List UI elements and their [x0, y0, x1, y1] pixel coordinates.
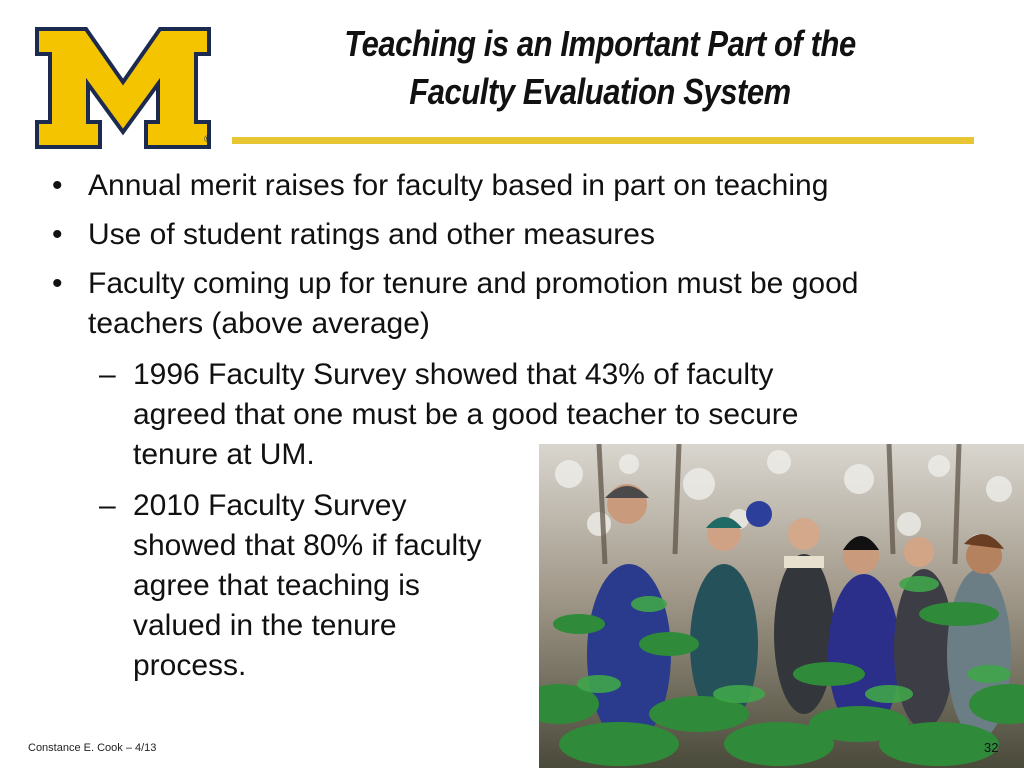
field-class-photo — [539, 444, 1024, 768]
sub-bullet-text: process. — [133, 649, 247, 682]
bullet-text-continued: teachers (above average) — [88, 307, 430, 340]
bullet-mark: • — [52, 169, 63, 202]
bullet-item — [52, 166, 829, 206]
bullet-text: Faculty coming up for tenure and promotion must be good — [88, 267, 859, 300]
title-line-1: Teaching is an Important Part of the — [344, 23, 856, 64]
sub-bullet-text: 1996 Faculty Survey showed that 43% of faculty — [133, 358, 774, 391]
bullet-text: Annual merit raises for faculty based in part on teaching — [88, 169, 829, 202]
sub-bullet-text: valued in the tenure — [133, 609, 397, 642]
dash-mark: – — [99, 358, 116, 391]
university-logo — [34, 26, 212, 150]
footer-author: Constance E. Cook – 4/13 — [28, 742, 157, 754]
dash-mark: – — [99, 489, 116, 522]
slide-number: 32 — [984, 740, 999, 755]
title-divider — [232, 137, 974, 144]
sub-bullet-text: agreed that one must be a good teacher to secure — [133, 398, 799, 431]
block-m-icon — [34, 26, 212, 150]
sub-bullet-text: showed that 80% if faculty — [133, 529, 482, 562]
bullet-item — [52, 215, 655, 255]
slide-title — [299, 20, 901, 116]
bullet-text: Use of student ratings and other measures — [88, 218, 655, 251]
bullet-item — [52, 264, 859, 344]
photo-illustration-icon — [539, 444, 1024, 768]
sub-bullet-item — [99, 486, 482, 686]
sub-bullet-text: agree that teaching is — [133, 569, 420, 602]
title-line-2: Faculty Evaluation System — [409, 71, 791, 112]
bullet-mark: • — [52, 267, 63, 300]
sub-bullet-text: 2010 Faculty Survey — [133, 489, 407, 522]
registered-mark: ® — [204, 134, 211, 144]
bullet-mark: • — [52, 218, 63, 251]
sub-bullet-text: tenure at UM. — [133, 438, 315, 471]
